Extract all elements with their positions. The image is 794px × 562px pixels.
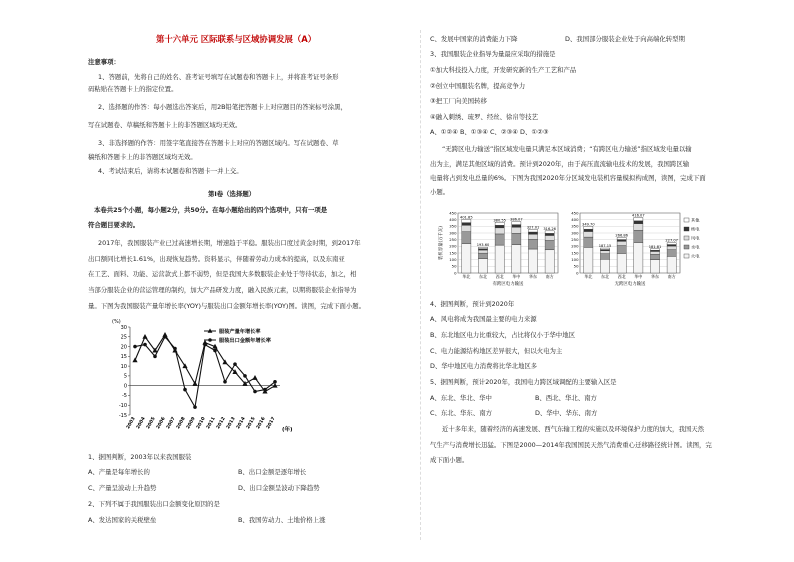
page-title: 第十六单元 区际联系与区域协调发展（A） <box>156 34 317 44</box>
data-point <box>253 390 257 394</box>
y-tick-label: 300 <box>449 230 457 236</box>
bar-segment <box>478 253 487 259</box>
legend-label: 风电 <box>691 235 700 241</box>
passage-line: 成下面小题。 <box>430 456 469 464</box>
y-tick-label: 150 <box>571 250 579 256</box>
data-point <box>213 349 217 353</box>
data-label: 349.70 <box>582 222 595 227</box>
x-tick-label: 2003 <box>126 416 137 431</box>
x-tick-label: 2017 <box>266 416 277 431</box>
bar-segment <box>478 247 487 249</box>
bar-segment <box>617 241 626 245</box>
question-stem: 3、我国服装企业指导为量最应采取的措施是 <box>430 50 556 58</box>
data-point <box>193 405 197 409</box>
x-axis-label: (年) <box>282 427 293 433</box>
x-tick-label: 2009 <box>186 416 197 431</box>
y-tick-label: 25 <box>120 334 127 341</box>
y-tick-label: 0 <box>123 383 127 390</box>
data-point <box>223 380 227 384</box>
passage-line: 小题。 <box>430 188 450 196</box>
bar-segment <box>512 227 521 233</box>
y-axis-label: (%) <box>112 319 121 325</box>
bar-segment <box>634 242 643 273</box>
x-tick-label: 华中 <box>512 274 521 279</box>
bar-segment <box>600 254 609 259</box>
data-label: 316.26 <box>543 226 556 231</box>
bar-segment <box>462 244 471 273</box>
statement-1: ①加大科技投入力度，开发研究新的生产工艺和产品 <box>430 66 577 74</box>
bar-segment <box>584 247 593 273</box>
x-tick-label: 2011 <box>206 416 217 431</box>
bar-segment <box>545 233 554 235</box>
bar-segment <box>634 218 643 221</box>
bar-segment <box>667 250 676 257</box>
bar-segment <box>617 240 626 242</box>
data-point <box>143 343 147 347</box>
passage-line: 量。下图为我国服装产量年增长率(YOY)与服装出口金额年增长率(YOY)图。读图，完成下面小题。 <box>88 302 366 310</box>
y-tick-label: 400 <box>449 217 457 223</box>
legend-swatch <box>684 236 689 240</box>
passage-line: 电量将占到发电总量的6%。下图为我国2020年分区域发电装机容量模拟构成图，读图，完成下面 <box>430 174 706 182</box>
legend-swatch <box>684 254 689 258</box>
bar-segment <box>545 250 554 273</box>
plot-frame <box>458 213 558 273</box>
bar-segment <box>478 250 487 253</box>
y-tick-label: 300 <box>571 230 579 236</box>
data-point <box>132 357 137 362</box>
x-tick-label: 2007 <box>166 416 177 431</box>
bar-segment <box>462 223 471 226</box>
y-tick-label: -15 <box>118 412 127 419</box>
data-label: 266.86 <box>615 233 628 238</box>
y-tick-label: 100 <box>571 257 579 263</box>
bar-segment <box>495 222 504 225</box>
bar-segment <box>528 249 537 273</box>
data-point <box>153 355 157 359</box>
y-tick-label: 5 <box>123 373 127 380</box>
bar-segment <box>545 241 554 250</box>
data-point <box>263 388 267 392</box>
bar-segment <box>495 234 504 245</box>
y-tick-label: 250 <box>571 237 579 243</box>
option-b: B、东北地区电力比重较大，占比将仅小于华中地区 <box>430 331 575 339</box>
notice-line: 写在试题卷、草稿纸和答题卡上的非答题区域均无效。 <box>88 121 242 129</box>
option-c: C、电力能源结构地区差异很大，但以火电为主 <box>430 347 563 355</box>
option-c: C、产量呈波动上升趋势 <box>88 484 157 492</box>
bar-segment <box>667 246 676 250</box>
x-tick-label: 东北 <box>601 274 609 279</box>
data-point <box>192 381 197 386</box>
statement-3: ③把工厂向美国转移 <box>430 97 487 105</box>
bar-segment <box>495 225 504 228</box>
x-tick-label: 西北 <box>495 274 504 279</box>
bar-segment <box>512 233 521 244</box>
question-stem: 1、据图判断，2003年以来我国服装 <box>88 453 192 461</box>
bar-segment <box>634 224 643 231</box>
data-point <box>243 374 247 378</box>
x-tick-label: 南方 <box>545 274 554 279</box>
data-label: 193.60 <box>476 243 490 248</box>
y-tick-label: 200 <box>571 243 579 249</box>
passage-line: 出为主，满足其他区域的消费。预计到2020年，由于高压直流输电技术的发展，我国跨区输 <box>430 160 690 168</box>
bar-segment <box>545 235 554 240</box>
bar-segment <box>617 246 626 254</box>
bar-segment <box>512 225 521 228</box>
data-point <box>183 388 187 392</box>
bar-segment <box>600 259 609 273</box>
legend-swatch <box>684 245 689 249</box>
bar-segment <box>512 245 521 273</box>
y-tick-label: 15 <box>120 354 127 361</box>
option-b: B、出口金额是逐年增长 <box>238 468 307 476</box>
bar-segment <box>650 249 659 250</box>
x-tick-label: 华中 <box>634 274 643 279</box>
y-tick-label: -10 <box>118 403 127 410</box>
bar-segment <box>634 230 643 242</box>
legend-label: 水电 <box>691 244 700 250</box>
bar-segment <box>462 225 471 231</box>
data-point <box>273 380 277 384</box>
data-point <box>173 347 177 351</box>
bar-segment <box>545 231 554 234</box>
bar-segment <box>617 253 626 273</box>
bar-segment <box>528 229 537 232</box>
page-divider <box>420 30 421 540</box>
bar-segment <box>600 251 609 254</box>
option-d: D、我国部分服装企业处于向高端化转型期 <box>565 35 685 43</box>
data-point <box>142 334 147 339</box>
option-a: A、风电将成为我国最主要的电力来源 <box>430 315 537 323</box>
data-label: 401.85 <box>460 215 473 220</box>
y-tick-label: 30 <box>120 324 127 331</box>
data-point <box>163 335 167 339</box>
passage-line: “无跨区电力输送”指区域发电量只满足本区域消费；“有跨区电力输送”指区域发电量以输 <box>442 145 692 153</box>
bar-segment <box>462 232 471 244</box>
bar-segment <box>528 239 537 249</box>
x-tick-label: 2014 <box>236 416 247 431</box>
legend-label: 其他 <box>691 217 700 223</box>
question-stem: 4、据图判断，预计到2020年 <box>430 300 515 308</box>
y-tick-label: 400 <box>571 217 579 223</box>
statement-4: ④融入刺绣、琉罗、经丝、徐帛等技艺 <box>430 113 538 121</box>
passage-line: 气生产与消费增长迅猛。下图是2000—2014年我国国民天然气消费重心迁移路径统计图。读图，完 <box>430 441 712 449</box>
notice-heading: 注意事项： <box>88 58 120 66</box>
data-label: 327.01 <box>526 225 540 230</box>
data-point <box>133 345 137 349</box>
y-tick-label: -5 <box>122 393 127 400</box>
bar-segment <box>495 245 504 273</box>
x-tick-label: 华北 <box>584 274 593 279</box>
legend-label: 服装产量年增长率 <box>219 329 261 335</box>
question-stem: 2、下列不属于我国服装出口金额变化原因的是 <box>88 500 220 508</box>
passage-line: 近十多年来，随着经济的高速发展、西气东输工程的实施以及环境保护力度的加大，我国天然 <box>442 425 705 433</box>
legend-label: 核电 <box>691 226 700 232</box>
option-a: A、发达国家的关税壁垒 <box>88 516 157 524</box>
option-c: C、发展中国家的消费能力下降 <box>430 35 518 43</box>
bar-segment <box>528 232 537 234</box>
bar-segment <box>584 226 593 229</box>
data-label: 380.55 <box>493 218 506 223</box>
bar-segment <box>512 222 521 225</box>
legend-label: 火电 <box>691 253 700 259</box>
passage-line: 当部分服装企业的营运管理的制约，加大产品研发力度，融入民族元素，以期将服装企业指导为 <box>88 286 357 294</box>
data-point <box>203 343 207 347</box>
bar-segment <box>495 228 504 234</box>
bar-segment <box>617 237 626 239</box>
y-tick-label: 450 <box>571 210 579 216</box>
x-tick-label: 2008 <box>176 416 187 431</box>
panel-title: 无跨区电力输送 <box>614 282 646 287</box>
y-tick-label: 10 <box>120 363 127 370</box>
option-c: C、东北、华东、南方 <box>430 409 492 417</box>
notice-line: 4、考试结束后，请将本试题卷和答题卡一并上交。 <box>98 167 243 175</box>
bar-segment <box>667 243 676 245</box>
data-label: 181.81 <box>648 244 662 249</box>
x-tick-label: 2013 <box>226 416 237 431</box>
option-b: B、我国劳动力、土地价格上涨 <box>238 516 326 524</box>
series-line <box>135 337 275 407</box>
y-tick-label: 150 <box>449 250 457 256</box>
data-point <box>233 362 237 366</box>
data-point <box>252 375 257 380</box>
notice-line: 码粘贴在答题卡上的指定位置。 <box>88 85 178 93</box>
instruction-line: 本卷共25个小题，每小题2分，共50分。在每小题给出的四个选项中，只有一项是 <box>94 206 328 214</box>
legend-marker <box>208 338 212 342</box>
x-tick-label: 2010 <box>196 416 207 431</box>
data-label: 187.15 <box>598 244 612 249</box>
growth-rate-line-chart <box>108 315 308 440</box>
data-label: 386.07 <box>510 217 523 222</box>
y-axis-label: 装机容量(万千瓦) <box>439 225 444 261</box>
answer-options: A、①②④ B、①③④ C、②③④ D、①②③ <box>430 128 549 136</box>
x-tick-label: 南方 <box>667 274 676 279</box>
bar-segment <box>650 254 659 259</box>
x-tick-label: 2005 <box>146 416 157 431</box>
passage-line: 2017年，我国服装产业已过高速增长期，增速趋于平稳。服装出口度过黄金时期，到2017年 <box>98 239 361 247</box>
bar-segment <box>650 251 659 254</box>
bar-segment <box>478 259 487 273</box>
installed-capacity-bar-chart <box>438 207 713 297</box>
y-tick-label: 200 <box>449 243 457 249</box>
bar-segment <box>584 232 593 238</box>
notice-line: 3、非选择题的作答：用签字笔直接答在答题卡上对应的答题区域内。写在试题卷、草 <box>98 139 339 147</box>
panel-title: 有跨区电力输送 <box>492 282 524 287</box>
y-tick-label: 0 <box>576 270 579 276</box>
option-a: A、产量是每年增长的 <box>88 468 150 476</box>
bar-segment <box>528 234 537 239</box>
bar-segment <box>667 245 676 247</box>
x-tick-label: 2015 <box>246 416 257 431</box>
bar-segment <box>600 248 609 249</box>
bar-segment <box>667 256 676 273</box>
option-d: D、出口金额呈波动下降趋势 <box>238 484 320 492</box>
question-stem: 5、据图判断，预计2020年，我国电力跨区域调配的主要输入区是 <box>430 378 617 386</box>
option-b: B、西北、华北、南方 <box>535 394 597 402</box>
y-tick-label: 250 <box>449 237 457 243</box>
legend-swatch <box>684 227 689 231</box>
x-tick-label: 东北 <box>479 274 487 279</box>
option-a: A、东北、华北、华中 <box>430 394 492 402</box>
section-title: 第Ⅰ卷（选择题） <box>208 190 256 198</box>
y-tick-label: 450 <box>449 210 457 216</box>
legend-label: 服装出口金额年增长率 <box>219 338 271 344</box>
bar-segment <box>462 219 471 222</box>
x-tick-label: 华东 <box>651 274 659 279</box>
x-tick-label: 2004 <box>136 416 147 431</box>
passage-line: 在工艺、面料、功能、运营款式上都不弱势，但是我国大多数服装企业处于等待状态，加之，相 <box>88 270 357 278</box>
bar-segment <box>650 260 659 273</box>
bar-segment <box>584 229 593 231</box>
bar-segment <box>584 237 593 247</box>
notice-line: 1、答题前，先将自己的姓名、准考证号填写在试题卷和答题卡上，并将准考证号条形 <box>98 73 339 81</box>
x-tick-label: 华北 <box>462 274 471 279</box>
option-d: D、华中地区电力消费将比华北地区多 <box>430 362 538 370</box>
option-d: D、华中、华东、南方 <box>535 409 598 417</box>
notice-line: 稿纸和答题卡上的非答题区域均无效。 <box>88 153 197 161</box>
x-tick-label: 2006 <box>156 416 167 431</box>
legend-swatch <box>684 218 689 222</box>
notice-line: 2、选择题的作答：每小题选出答案后，用2B铅笔把答题卡上对应题目的答案标号涂黑， <box>98 103 347 111</box>
data-label: 227.07 <box>665 238 678 243</box>
x-tick-label: 2016 <box>256 416 267 431</box>
y-tick-label: 350 <box>449 223 457 229</box>
instruction-line: 符合题目要求的。 <box>88 221 140 229</box>
y-tick-label: 0 <box>454 270 457 276</box>
x-tick-label: 华东 <box>529 274 537 279</box>
y-tick-label: 20 <box>120 344 127 351</box>
y-tick-label: 50 <box>451 263 457 269</box>
bar-segment <box>634 221 643 224</box>
plot-frame <box>580 213 680 273</box>
y-tick-label: 50 <box>573 263 579 269</box>
data-label: 416.07 <box>632 213 645 218</box>
statement-2: ②创立中国服装名牌，提高竞争力 <box>430 82 526 90</box>
y-tick-label: 100 <box>449 257 457 263</box>
passage-line: 出口额同比增长1.61%，出现恢复趋势。资料显示，伴随着劳动力成本的提高，以及东南亚 <box>88 255 345 263</box>
y-tick-label: 350 <box>571 223 579 229</box>
x-tick-label: 西北 <box>617 274 626 279</box>
x-tick-label: 2012 <box>216 416 227 431</box>
